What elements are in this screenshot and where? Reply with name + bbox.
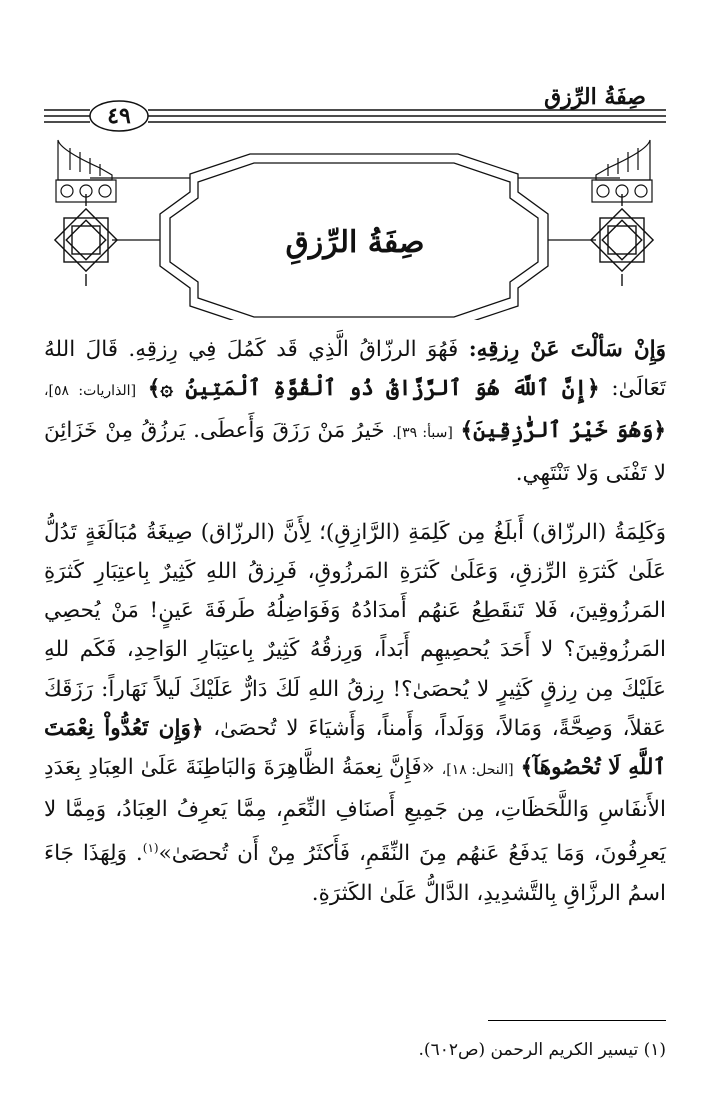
footnote: (١) تيسير الكريم الرحمن (ص٦٠٢). [418,1040,666,1060]
footnote-divider [488,1020,666,1021]
verse-reference: [سبأ: ٣٩]. [392,425,453,442]
paragraph [44,513,666,913]
octagram-ornament-icon [591,194,653,286]
chapter-frame [0,0,708,320]
paragraph-lead: وَإِنْ سَألْتَ عَنْ رِزقِهِ: [468,337,666,362]
verse-reference: [النحل: ١٨]، [441,762,514,779]
octagram-ornament-icon [55,194,117,286]
running-title: صِفَةُ الرِّزق [544,84,646,110]
paragraph-text: . وَلِهَذَا جَاءَ اسمُ الرزَّاقِ بِالتَّشدِيدِ، الدَّالُّ عَلَىٰ الكَثرَةِ. [44,841,666,906]
arch-ornament-icon [56,140,116,202]
body-text [44,330,666,913]
paragraph [44,330,666,493]
verse-reference: [الذاريات: ٥٨]، [44,383,137,400]
chapter-title: صِفَةُ الرِّزقِ [285,225,425,260]
footnote-marker: (١) [142,841,159,856]
quran-verse: ﴿إِنَّ ٱللَّهَ هُوَ ٱلرَّزَّاقُ ذُو ٱلْقُوَّةِ ٱلْمَتِينُ ۞﴾ [147,376,600,402]
paragraph-text: وَكَلِمَةُ (الرزّاق) أَبلَغُ مِن كَلِمَةِ (الرَّازِقِ)؛ لِأَنَّ (الرزّاق) صِيغَةُ مُبَالَغَةٍ تَدُلُّ عَلَىٰ كَثرَةِ الرِّزقِ، وَعَلَىٰ كَثرَةِ المَرزُوقِ، فَرِزقُ اللهِ كَثِيرٌ بِاعتِبَارِ كَثرَةِ المَرزُوقِينَ، فَلا تَنقَطِعُ عَنهُم أَمدَادُهُ وَفَوَاضِلُهُ طَرفَةَ عَينٍ! مَنْ يُحصِي المَرزُوقِينَ؟ لا أَحَدَ يُحصِيهِم أَبَداً، وَرِزقُهُ كَثِيرٌ بِاعتِبَارِ الوَاحِدِ، فَكَم للهِ عَلَيْكَ مِن رِزقٍ كَثِيرٍ لا يُحصَىٰ؟! رِزقُ اللهِ لَكَ دَارٌّ عَلَيْكَ لَيلاً نَهَاراً: رَزَقَكَ عَقلاً، وَصِحَّةً، وَمَالاً، وَوَلَداً، وَأَمناً، وَأَشيَاءَ لا تُحصَىٰ، [44,519,666,741]
paragraph-text: خَيرُ مَنْ رَزَقَ وَأَعطَى. يَرزُقُ مِنْ خَزَائِنَ لا تَفْنَى وَلا تَنْتَهِي. [44,418,666,486]
quran-verse: ﴿وَإِن تَعُدُّواْ نِعْمَتَ ٱللَّهِ لَا تُحْصُوهَآ﴾ [44,715,666,781]
quran-verse: ﴿وَهُوَ خَيْرُ ٱلرَّٰزِقِينَ﴾ [460,418,667,444]
arch-ornament-icon [592,140,652,202]
page-number: ٤٩ [107,103,131,129]
paragraph-text: فَهُوَ الرزّاقُ الَّذِي قَد كَمُلَ فِي رِزقِهِ. قَالَ اللهُ تَعَالَىٰ: [44,337,666,402]
quotation: «فَإِنَّ نِعمَةُ الظَّاهِرَةَ وَالبَاطِنَةَ عَلَىٰ العِبَادِ بِعَدَدِ الأَنفَاسِ وَاللَّحَظَاتِ، مِن جَمِيعِ أَصنَافِ النِّعَمِ، مِمَّا يَعرِفُ العِبَادُ، وَمِمَّا لا يَعرِفُونَ، وَمَا يَدفَعُ عَنهُم مِنَ النِّقَمِ، فَأَكثَرُ مِنْ أَن تُحصَىٰ» [44,755,666,867]
